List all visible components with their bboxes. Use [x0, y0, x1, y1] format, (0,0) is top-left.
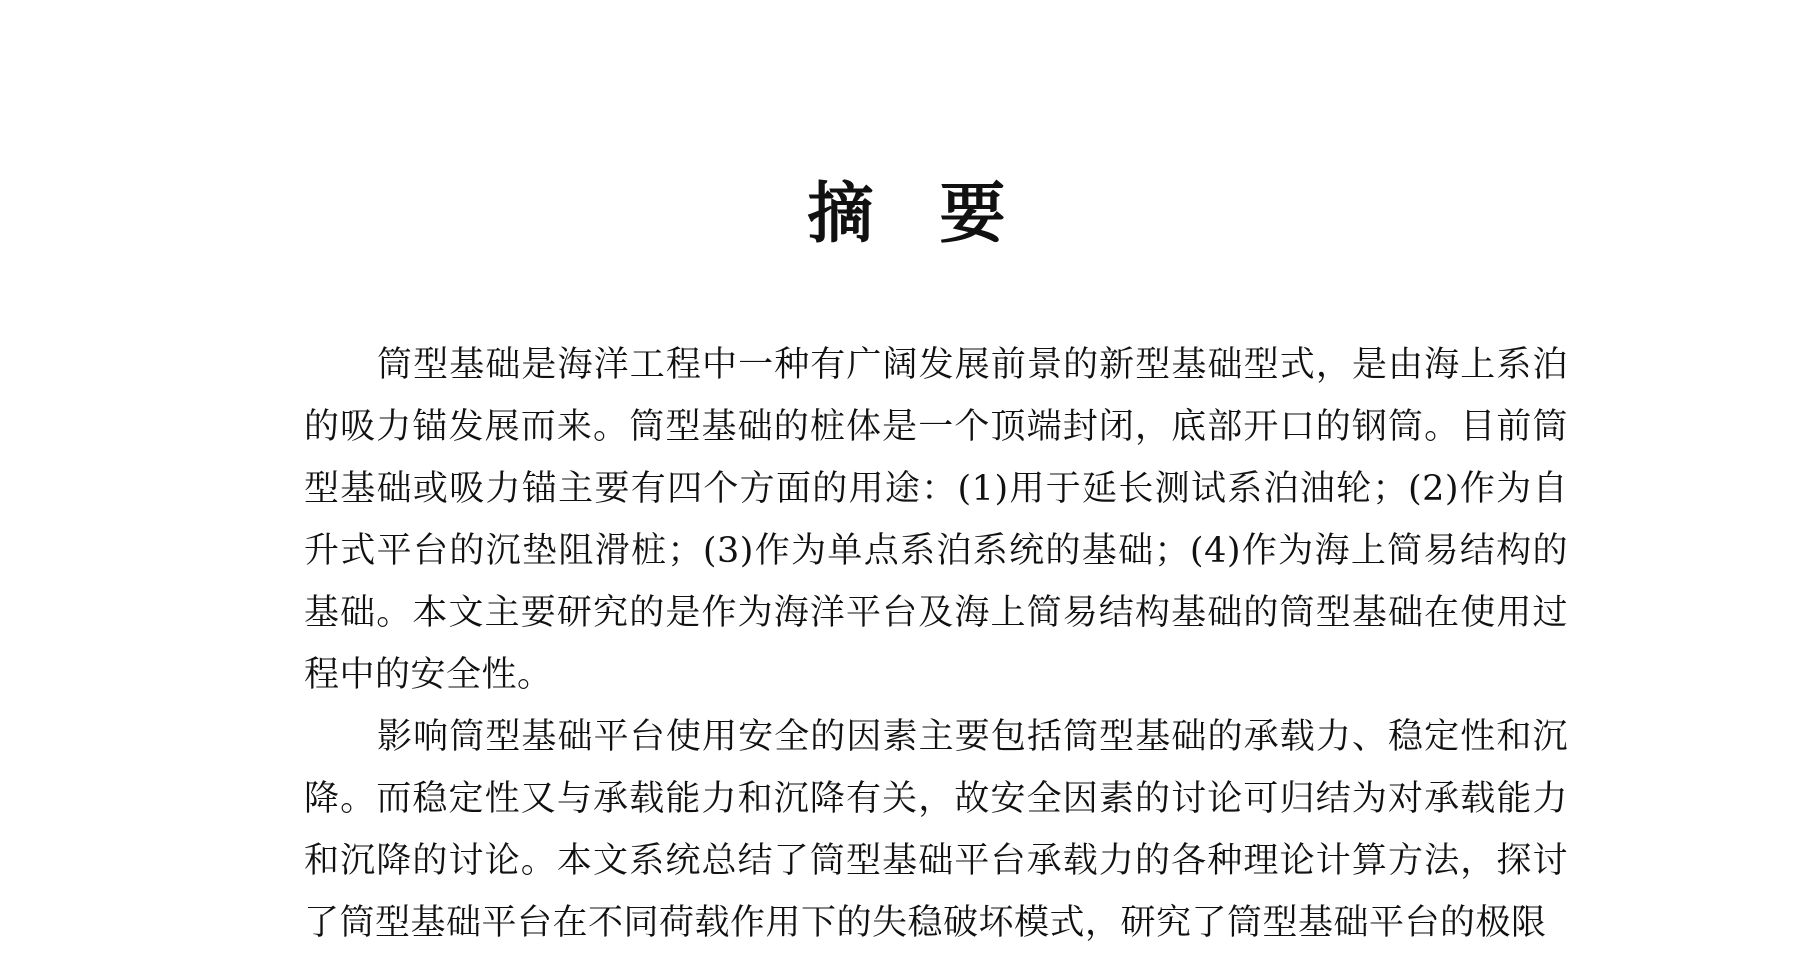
abstract-paragraph-1: 筒型基础是海洋工程中一种有广阔发展前景的新型基础型式，是由海上系泊的吸力锚发展而来。筒型基础的桩体是一个顶端封闭，底部开口的钢筒。目前筒型基础或吸力锚主要有四个方面的用途：(1)用于延长测试系泊油轮；(2)作为自升式平台的沉垫阻滑桩；(3)作为单点系泊系统的基础；(4)作为海上简易结构的基础。本文主要研究的是作为海洋平台及海上简易结构基础的筒型基础在使用过程中的安全性。	[304, 345, 1568, 695]
abstract-body	[304, 334, 1568, 954]
abstract-paragraph-2: 影响筒型基础平台使用安全的因素主要包括筒型基础的承载力、稳定性和沉降。而稳定性又与承载能力和沉降有关，故安全因素的讨论可归结为对承载能力和沉降的讨论。本文系统总结了筒型基础平台承载力的各种理论计算方法，探讨了筒型基础平台在不同荷载作用下的失稳破坏模式，研究了筒型基础平台的极限	[304, 717, 1568, 943]
abstract-title: 摘要	[807, 174, 1072, 252]
